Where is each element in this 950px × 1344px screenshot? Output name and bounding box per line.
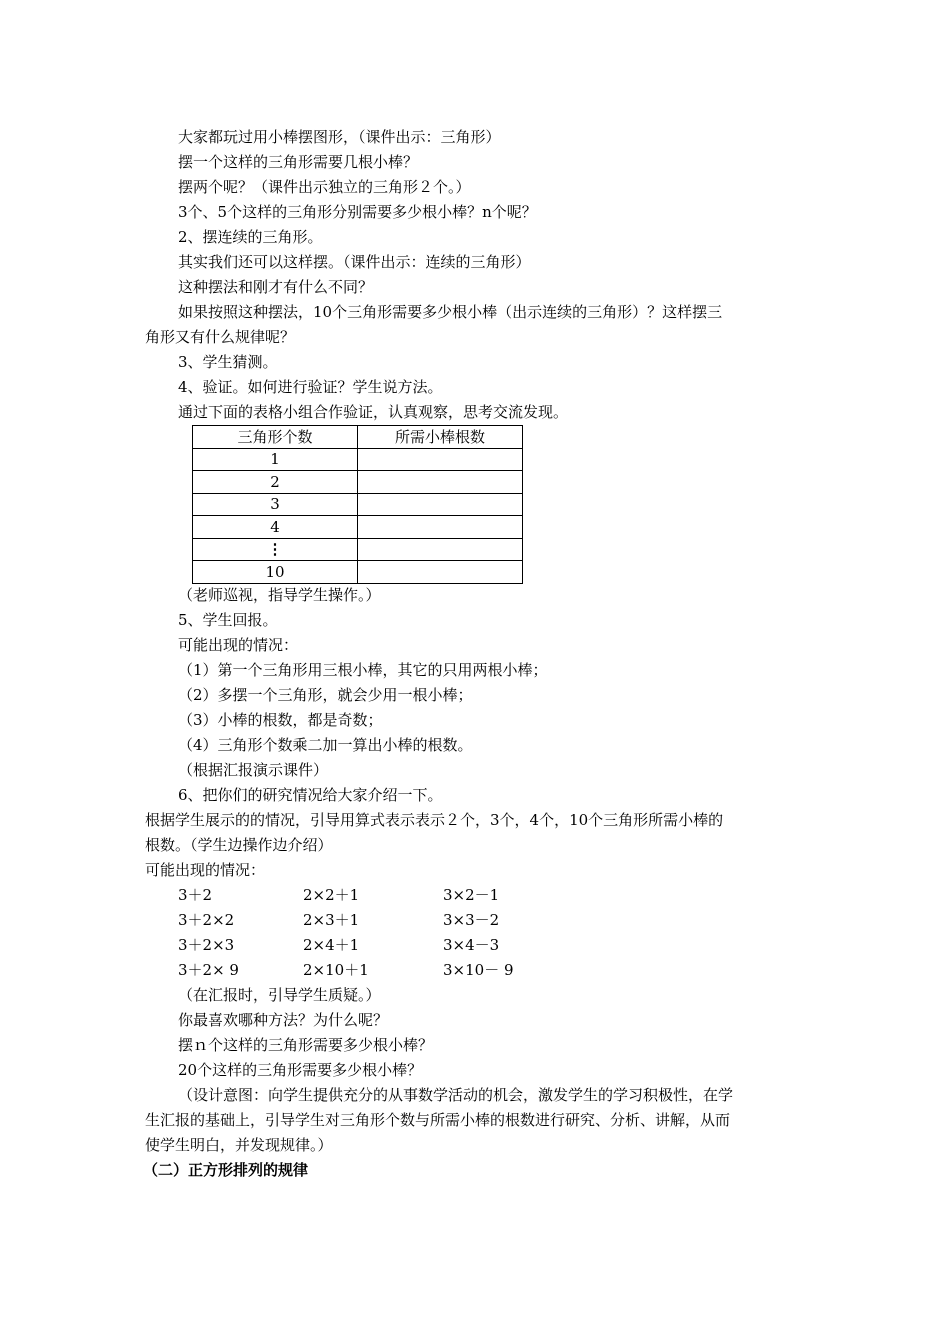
expression: 3＋2×2	[178, 911, 235, 929]
paragraph-line: 通过下面的表格小组合作验证，认真观察，思考交流发现。	[178, 403, 569, 421]
table-cell: 2	[193, 471, 358, 494]
paragraph-line: 大家都玩过用小棒摆图形，（课件出示：三角形）	[178, 128, 501, 146]
paragraph-line: 可能出现的情况：	[145, 861, 266, 879]
paragraph-line: （4）三角形个数乘二加一算出小棒的根数。	[178, 736, 473, 754]
paragraph-line: （根据汇报演示课件）	[178, 761, 329, 779]
paragraph-line: 根据学生展示的的情况，引导用算式表示表示２个，3个，4个，10个三角形所需小棒的	[145, 811, 724, 829]
paragraph-line: 3个、5个这样的三角形分别需要多少根小棒？n个呢？	[178, 203, 537, 221]
table-cell-empty	[358, 516, 523, 539]
triangle-count-table	[192, 425, 523, 584]
paragraph-line: 3、学生猜测。	[178, 353, 278, 371]
table-row	[193, 561, 523, 584]
paragraph-line: 使学生明白，并发现规律。）	[145, 1136, 333, 1154]
table-cell-empty	[358, 561, 523, 584]
section-heading: （二）正方形排列的规律	[143, 1161, 309, 1179]
expression: 3＋2	[178, 886, 213, 904]
expression: 3＋2× 9	[178, 961, 239, 979]
paragraph-line: 你最喜欢哪种方法？为什么呢？	[178, 1011, 389, 1029]
paragraph-line: （老师巡视，指导学生操作。）	[178, 586, 381, 604]
table-cell: 10	[193, 561, 358, 584]
table-row	[193, 448, 523, 471]
expression: 3×4－3	[443, 936, 500, 954]
expression: 3＋2×3	[178, 936, 235, 954]
table-row	[193, 471, 523, 494]
table-cell-empty	[358, 448, 523, 471]
expression: 2×10＋1	[303, 961, 369, 979]
expression: 2×3＋1	[303, 911, 360, 929]
table-header: 三角形个数	[193, 426, 358, 449]
paragraph-line: 这种摆法和刚才有什么不同？	[178, 278, 374, 296]
paragraph-line: （1）第一个三角形用三根小棒，其它的只用两根小棒；	[178, 661, 548, 679]
table-cell: 1	[193, 448, 358, 471]
table-row	[193, 538, 523, 561]
paragraph-line: 生汇报的基础上，引导学生对三角形个数与所需小棒的根数进行研究、分析、讲解，从而	[145, 1111, 731, 1129]
expression: 2×4＋1	[303, 936, 360, 954]
expression: 3×2－1	[443, 886, 500, 904]
paragraph-line: 摆两个呢？（课件出示独立的三角形２个。）	[178, 178, 471, 196]
paragraph-line: （2）多摆一个三角形，就会少用一根小棒；	[178, 686, 473, 704]
table-cell-empty	[358, 493, 523, 516]
table-row	[193, 493, 523, 516]
paragraph-line: 摆一个这样的三角形需要几根小棒？	[178, 153, 419, 171]
paragraph-line: 如果按照这种摆法，10个三角形需要多少根小棒（出示连续的三角形）？这样摆三	[178, 303, 723, 321]
paragraph-line: 5、学生回报。	[178, 611, 278, 629]
paragraph-line: （在汇报时，引导学生质疑。）	[178, 986, 381, 1004]
table-row	[193, 516, 523, 539]
expression: 2×2＋1	[303, 886, 360, 904]
table-header: 所需小棒根数	[358, 426, 523, 449]
paragraph-line: 2、摆连续的三角形。	[178, 228, 323, 246]
expression: 3×3－2	[443, 911, 500, 929]
table-cell: 3	[193, 493, 358, 516]
paragraph-line: （3）小棒的根数，都是奇数；	[178, 711, 383, 729]
expression: 3×10－ 9	[443, 961, 514, 979]
paragraph-line: 可能出现的情况：	[178, 636, 299, 654]
table-cell-empty	[358, 471, 523, 494]
paragraph-line: 6、把你们的研究情况给大家介绍一下。	[178, 786, 443, 804]
table-cell: 4	[193, 516, 358, 539]
paragraph-line: 角形又有什么规律呢？	[145, 328, 296, 346]
paragraph-line: 其实我们还可以这样摆。（课件出示：连续的三角形）	[178, 253, 531, 271]
paragraph-line: 根数。（学生边操作边介绍）	[145, 836, 333, 854]
table-header-row	[193, 426, 523, 449]
table-cell-empty	[358, 538, 523, 561]
paragraph-line: 20个这样的三角形需要多少根小棒？	[178, 1061, 423, 1079]
paragraph-line: （设计意图：向学生提供充分的从事数学活动的机会，激发学生的学习积极性，在学	[178, 1086, 734, 1104]
paragraph-line: 4、验证。如何进行验证？学生说方法。	[178, 378, 443, 396]
paragraph-line: 摆ｎ个这样的三角形需要多少根小棒？	[178, 1036, 434, 1054]
table-cell: ⋮	[193, 538, 358, 561]
